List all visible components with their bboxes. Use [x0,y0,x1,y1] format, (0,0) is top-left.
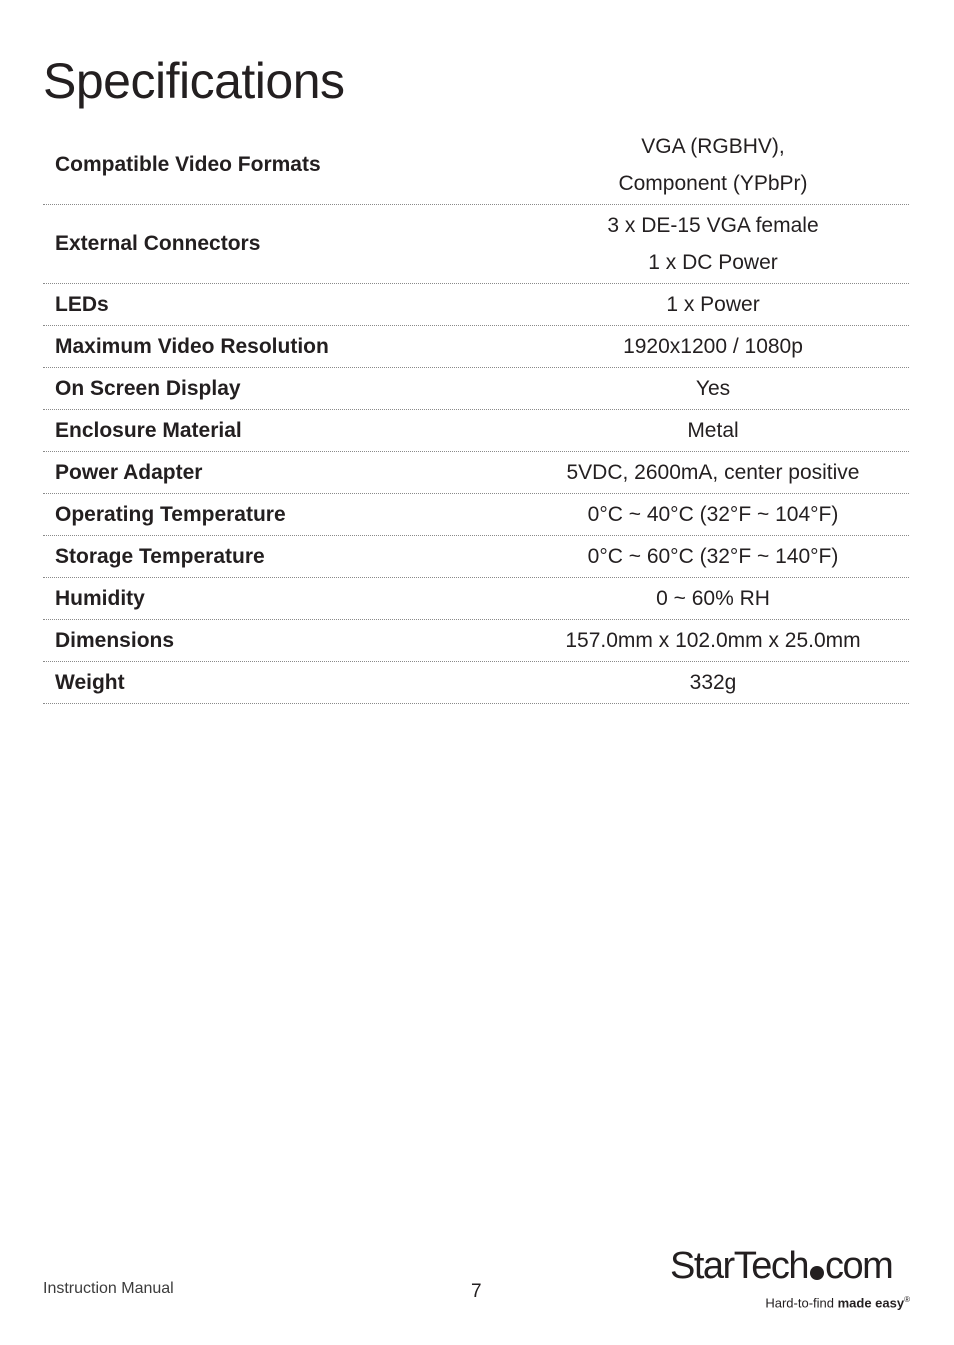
spec-value: 157.0mm x 102.0mm x 25.0mm [565,629,861,652]
page-number: 7 [471,1281,482,1302]
spec-value: 1 x Power [666,293,760,316]
table-row [43,578,909,620]
startech-logo [670,1245,910,1315]
logo-brand: StarTech [670,1245,808,1287]
footer-manual-label: Instruction Manual [43,1280,174,1297]
table-row [43,536,909,578]
registered-mark: ® [904,1295,910,1304]
spec-value: 332g [689,671,737,694]
spec-label: Weight [55,670,125,694]
table-row [43,410,909,452]
spec-value: 0°C ~ 40°C (32°F ~ 104°F) [587,503,839,526]
tagline-text: Hard-to-find [765,1295,838,1311]
logo-wordmark [670,1245,892,1288]
spec-value: Metal [687,419,739,442]
spec-label: Power Adapter [55,460,203,484]
spec-value: 0 ~ 60% RH [656,587,770,610]
logo-domain: com [824,1245,893,1287]
spec-value: 5VDC, 2600mA, center positive [566,461,860,484]
tagline-bold: made easy [837,1295,905,1311]
table-row [43,284,909,326]
spec-label: Dimensions [55,628,175,652]
spec-label: Enclosure Material [55,418,242,442]
spec-label: LEDs [55,292,109,316]
table-row [43,452,909,494]
spec-label: Storage Temperature [55,544,265,568]
spec-value-line: 1 x DC Power [648,251,778,274]
logo-tagline [765,1295,910,1310]
spec-label: Compatible Video Formats [55,153,321,176]
spec-value: 0°C ~ 60°C (32°F ~ 140°F) [587,545,839,568]
spec-value-line: VGA (RGBHV), [641,135,785,158]
logo-dot-icon [810,1266,824,1280]
table-row [43,368,909,410]
specifications-table [43,126,909,704]
spec-value [517,207,909,281]
spec-label: Operating Temperature [55,502,286,526]
table-row [43,662,909,704]
page-title: Specifications [43,53,345,109]
spec-value [517,128,909,202]
spec-label: Humidity [55,586,145,610]
table-row [43,494,909,536]
spec-label: External Connectors [55,232,261,255]
table-row [43,620,909,662]
spec-label: Maximum Video Resolution [55,334,329,358]
spec-value: Yes [695,377,731,400]
spec-value-line: 3 x DE-15 VGA female [607,214,819,237]
spec-value: 1920x1200 / 1080p [623,335,803,358]
table-row [43,326,909,368]
table-row [43,126,909,205]
spec-label: On Screen Display [55,376,241,400]
spec-value-line: Component (YPbPr) [618,172,808,195]
table-row [43,205,909,284]
